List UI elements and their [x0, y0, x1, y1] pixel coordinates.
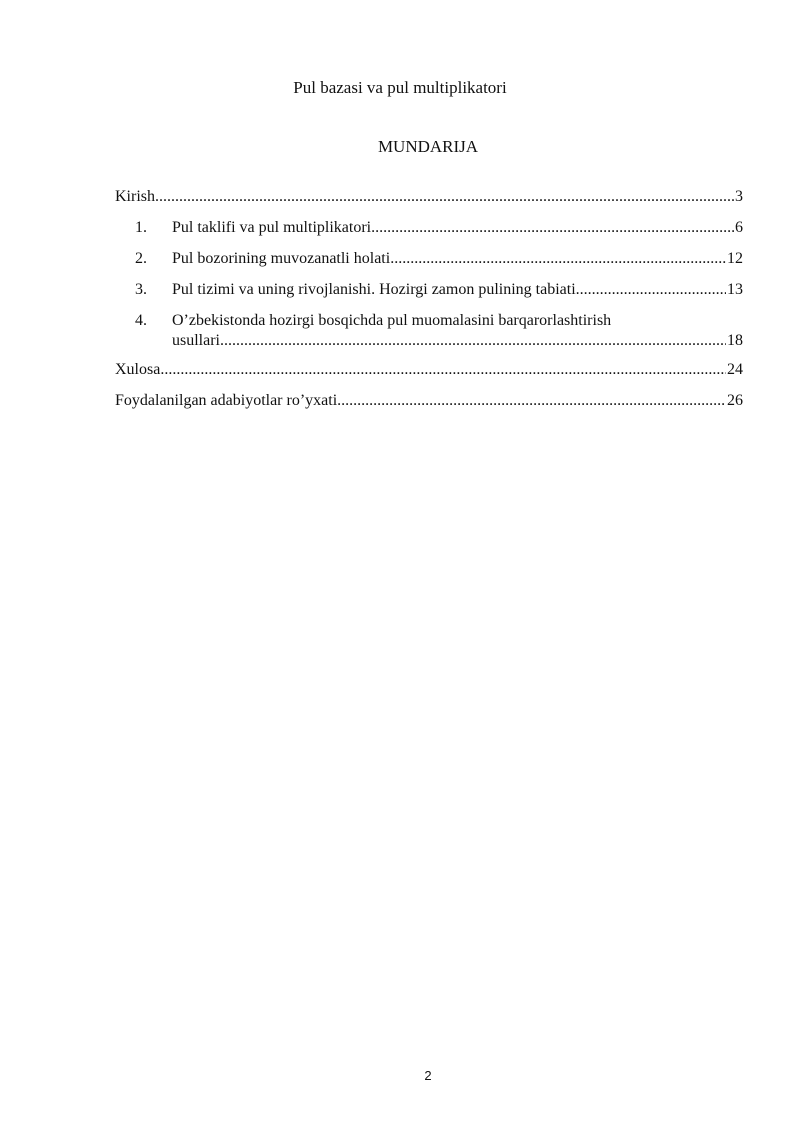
- toc-entry-2[interactable]: [115, 249, 743, 268]
- toc-entry-page: 3: [735, 188, 743, 205]
- toc-entry-4[interactable]: [115, 311, 743, 350]
- toc-entry-page: 24: [727, 361, 743, 378]
- toc-entry-xulosa[interactable]: [115, 360, 743, 379]
- toc-entry-page: 18: [727, 332, 743, 349]
- dot-leader: [220, 331, 726, 350]
- toc-entry-page: 13: [727, 281, 743, 298]
- toc-entry-page: 6: [735, 219, 743, 236]
- toc-entry-label: Pul taklifi va pul multiplikatori: [172, 219, 372, 236]
- toc-entry-number: 3.: [135, 281, 147, 298]
- toc-entry-label-line1: O’zbekistonda hozirgi bosqichda pul muomalasini barqarorlashtirish: [172, 312, 612, 329]
- toc-entry-number: 4.: [135, 312, 147, 329]
- toc-entry-kirish[interactable]: [115, 187, 743, 206]
- toc-entry-references[interactable]: [115, 391, 743, 410]
- toc-entry-page: 26: [727, 392, 743, 409]
- dot-leader: [337, 391, 726, 410]
- toc-entry-label: Xulosa: [115, 361, 161, 378]
- toc-entry-label: Foydalanilgan adabiyotlar ro’yxati: [115, 392, 338, 409]
- toc-entry-label-line2: usullari: [172, 332, 220, 349]
- document-title: Pul bazasi va pul multiplikatori: [293, 78, 507, 97]
- table-of-contents: [115, 187, 743, 422]
- toc-entry-label: Pul bozorining muvozanatli holati: [172, 250, 391, 267]
- toc-entry-label: Kirish: [115, 188, 155, 205]
- toc-entry-number: 1.: [135, 219, 147, 236]
- dot-leader: [390, 249, 726, 268]
- toc-entry-page: 12: [727, 250, 743, 267]
- toc-entry-3[interactable]: [115, 280, 743, 299]
- dot-leader: [576, 280, 726, 299]
- toc-entry-number: 2.: [135, 250, 147, 267]
- dot-leader: [160, 360, 726, 379]
- toc-heading: MUNDARIJA: [377, 137, 479, 156]
- dot-leader: [155, 187, 734, 206]
- toc-entry-1[interactable]: [115, 218, 743, 237]
- dot-leader: [371, 218, 734, 237]
- toc-entry-label: Pul tizimi va uning rivojlanishi. Hozirgi zamon pulining tabiati: [172, 281, 576, 298]
- page-number: 2: [424, 1068, 432, 1083]
